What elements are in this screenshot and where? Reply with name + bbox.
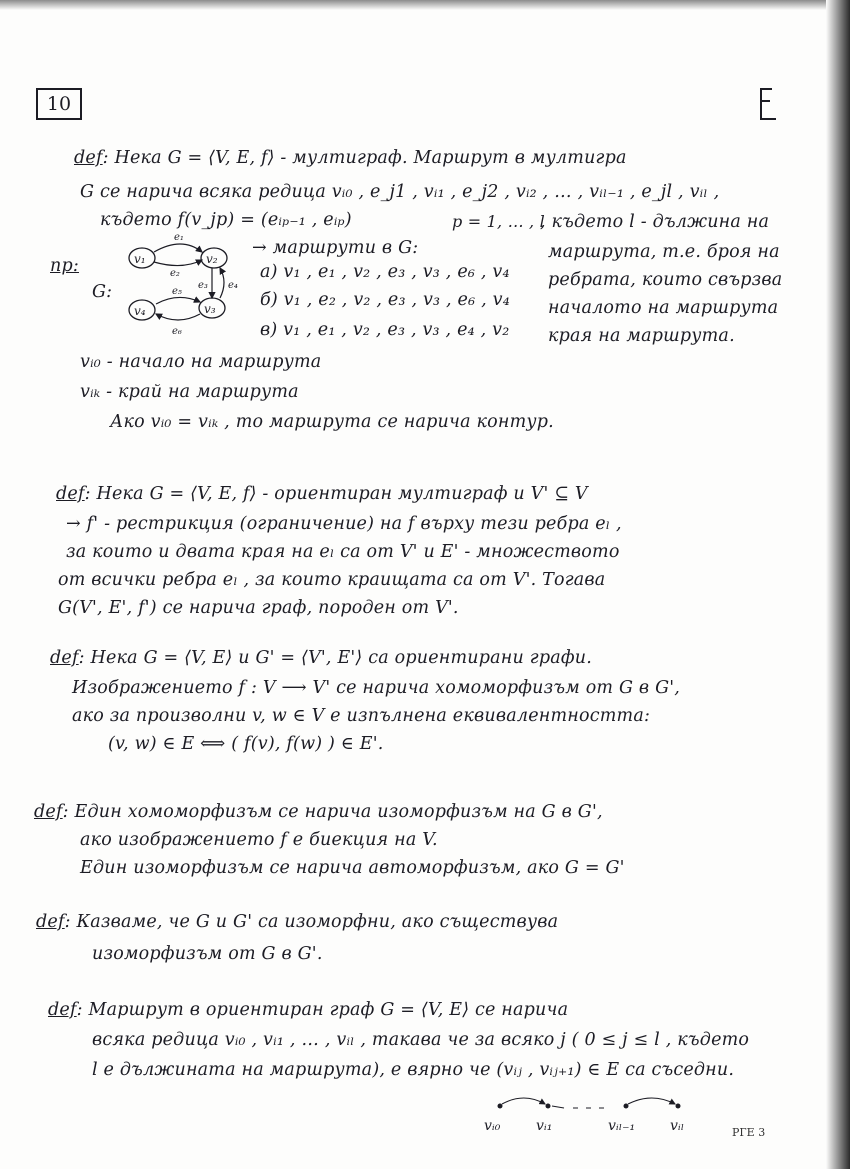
section-1-line-7: края на маршрута.	[548, 326, 735, 346]
section-1-line-3c: , където l - дължина на	[540, 212, 770, 232]
route-a: а) v₁ , e₁ , v₂ , e₃ , v₃ , e₆ , v₄	[260, 262, 510, 282]
section-3-line-2: Изображението f : V ⟶ V' се нарича хомоморфизъм от G в G',	[72, 678, 681, 698]
section-2-line-2: → f' - рестрикция (ограничение) на f върху тези ребра eₗ ,	[66, 514, 622, 534]
section-4-line-1: def: Един хомоморфизъм се нарича изоморфизъм на G в G',	[34, 802, 603, 822]
chain-node-l: vᵢₗ	[670, 1118, 685, 1134]
section-5-line-1: def: Казваме, че G и G' са изоморфни, ако съществува	[36, 912, 559, 932]
route-chain-diagram	[478, 1094, 708, 1142]
section-2-line-3: за които и двата края на eₗ са от V' и E' - множеството	[66, 542, 620, 562]
edge-label-e2: e₂	[170, 268, 180, 279]
def-tag: def	[34, 802, 63, 822]
edge-e5	[156, 297, 200, 304]
edge-label-e5: e₅	[172, 286, 182, 297]
edge-label-e6: e₆	[172, 326, 182, 336]
section-1-line-1: def: Нека G = ⟨V, E, f⟩ - мултиграф. Маршрут в мултигра	[74, 148, 627, 168]
section-1-line-2: G се нарича всяка редица vᵢ₀ , e_j1 , vᵢ₁ , e_j2 , vᵢ₂ , … , vᵢₗ₋₁ , e_jl , vᵢₗ ,	[80, 182, 720, 202]
section-1-line-4: маршрута, т.е. броя на	[548, 242, 780, 262]
node-label-v4: v₄	[134, 304, 146, 318]
node-label-v1: v₁	[134, 252, 146, 266]
def-tag: def	[56, 484, 85, 504]
section-4-line-3: Един изоморфизъм се нарича автоморфизъм, ако G = G'	[80, 858, 625, 878]
section-4-line-2: ако изображението f е биекция на V.	[80, 830, 438, 850]
section-2-line-1: def: Нека G = ⟨V, E, f⟩ - ориентиран мултиграф и V' ⊆ V	[56, 484, 588, 504]
route-c: в) v₁ , e₁ , v₂ , e₃ , v₃ , e₄ , v₂	[260, 320, 510, 340]
section-3-line-1: def: Нека G = ⟨V, E⟩ и G' = ⟨V', E'⟩ са ориентирани графи.	[50, 648, 592, 668]
edge-e6	[156, 314, 200, 320]
section-1-line-3b: p = 1, … , l	[452, 212, 545, 231]
def-tag: def	[36, 912, 65, 932]
chain-node-0: vᵢ₀	[484, 1118, 501, 1134]
note-end: vᵢₖ - край на маршрута	[80, 382, 299, 402]
edge-label-e3: e₃	[198, 280, 208, 291]
section-1-line-3a: където f(v_jp) = (eᵢₚ₋₁ , eᵢₚ)	[100, 210, 352, 230]
section-3-line-4: (v, w) ∈ E ⟺ ( f(v), f(w) ) ∈ E'.	[108, 734, 384, 754]
example-tag: пр:	[50, 256, 79, 276]
page-stamp: РГЕ 3	[732, 1126, 766, 1139]
routes-intro: → маршрути в G:	[252, 238, 419, 258]
node-label-v3: v₃	[204, 302, 216, 316]
section-1-line-6: началото на маршрута	[548, 298, 779, 318]
page-number-box: 10	[36, 88, 82, 120]
section-2-line-5: G(V', E', f') се нарича граф, породен от V'.	[58, 598, 459, 618]
section-6-line-3: l е дължината на маршрута), е вярно че (vᵢⱼ , vᵢⱼ₊₁) ∈ E са съседни.	[92, 1060, 735, 1080]
node-label-v2: v₂	[206, 252, 218, 266]
section-3-line-3: ако за произволни v, w ∈ V е изпълнена еквивалентността:	[72, 706, 651, 726]
def-tag: def	[74, 148, 103, 168]
scan-top-shadow	[0, 0, 850, 10]
section-5-line-2: изоморфизъм от G в G'.	[92, 944, 323, 964]
edge-label-e1: e₁	[174, 232, 184, 243]
def-tag: def	[48, 1000, 77, 1020]
edge-e2	[154, 260, 202, 266]
chain-node-1: vᵢ₁	[536, 1118, 553, 1134]
note-cycle: Ако vᵢ₀ = vᵢₖ , то маршрута се нарича контур.	[110, 412, 554, 432]
def-tag: def	[50, 648, 79, 668]
edge-e1	[154, 244, 202, 252]
scan-right-shadow	[826, 0, 850, 1169]
section-6-line-2: всяка редица vᵢ₀ , vᵢ₁ , … , vᵢₗ , такава че за всяко j ( 0 ≤ j ≤ l , където	[92, 1030, 750, 1050]
section-2-line-4: от всички ребра eₗ , за които краищата са от V'. Тогава	[58, 570, 606, 590]
note-start: vᵢ₀ - начало на маршрута	[80, 352, 322, 372]
section-1-text-1: Нека G = ⟨V, E, f⟩ - мултиграф. Маршрут в мултигра	[114, 148, 627, 168]
edge-e4	[220, 268, 224, 298]
chain-node-l-1: vᵢₗ₋₁	[608, 1118, 636, 1134]
edge-label-e4: e₄	[228, 280, 238, 291]
example-graph-diagram	[118, 226, 248, 336]
corner-mark	[760, 88, 776, 120]
section-1-line-5: ребрата, които свързва	[548, 270, 783, 290]
section-6-line-1: def: Маршрут в ориентиран граф G = ⟨V, E⟩ се нарича	[48, 1000, 569, 1020]
route-b: б) v₁ , e₂ , v₂ , e₃ , v₃ , e₆ , v₄	[260, 290, 510, 310]
graph-label: G:	[92, 282, 113, 302]
